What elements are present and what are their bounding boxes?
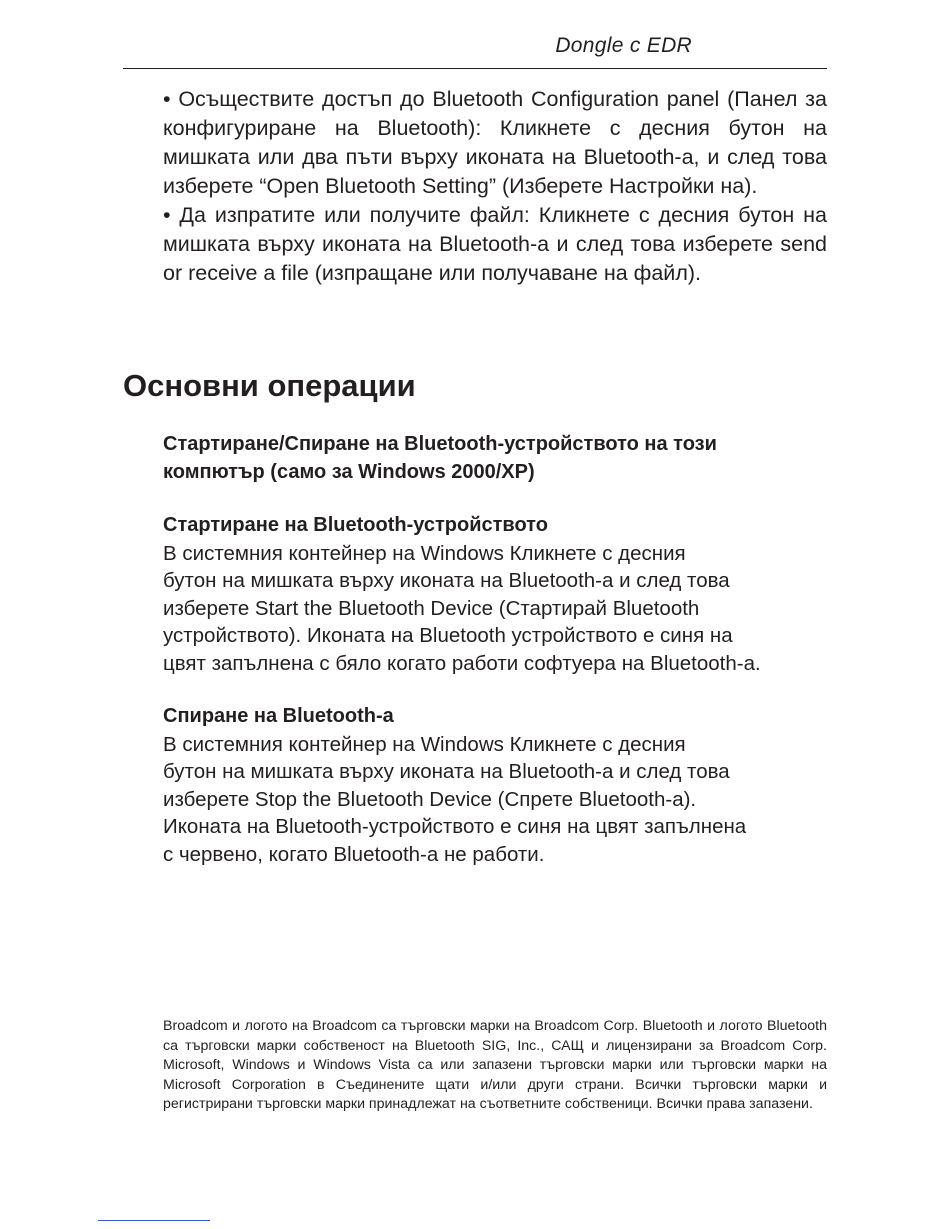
- page-header-title: Dongle с EDR: [555, 34, 692, 57]
- intro-bullet-list: [163, 85, 827, 288]
- paragraph-line: В системния контейнер на Windows Кликнете с десния: [163, 541, 686, 565]
- paragraph-line: бутон на мишката върху иконата на Bluetooth-а и след това: [163, 569, 730, 592]
- header-divider: [123, 68, 827, 69]
- start-device-paragraph: [163, 540, 843, 678]
- section-subtitle: [163, 431, 843, 486]
- paragraph-line: изберете Stop the Bluetooth Device (Спрете Bluetooth-а).: [163, 787, 697, 811]
- paragraph-line: цвят запълнена с бяло когато работи софтуера на Bluetooth-а.: [163, 651, 761, 675]
- subtitle-line: компютър (само за Windows 2000/XP): [163, 460, 535, 483]
- paragraph-line: Иконата на Bluetooth-устройството е синя на цвят запълнена: [163, 815, 747, 838]
- section-content: [163, 431, 843, 868]
- subtitle-line: Стартиране/Спиране на Bluetooth-устройството на този: [163, 433, 717, 455]
- stop-device-paragraph: [163, 731, 843, 869]
- spacer: [163, 486, 843, 512]
- trademark-footnote: Broadcom и логото на Broadcom са търговски марки на Broadcom Corp. Bluetooth и логото Bluetooth са търговски марки собственост на Bluetooth SIG, Inc., САЩ и лицензирани за Broadcom Corp. Microsoft, Windows и Windows Vista са или запазени търговски марки или търговски марки на Microsoft Corporation в Съединените щати и/или други страни. Всички търговски марки и регистрирани търговски марки принадлежат на съответните собственици. Всички права запазени.: [163, 1018, 827, 1113]
- start-device-heading: Стартиране на Bluetooth-устройството: [163, 514, 548, 536]
- spacer: [163, 677, 843, 703]
- paragraph-line: В системния контейнер на Windows Кликнете с десния: [163, 732, 686, 756]
- paragraph-line: бутон на мишката върху иконата на Bluetooth-а и след това: [163, 760, 730, 783]
- paragraph-line: с червено, когато Bluetooth-а не работи.: [163, 842, 545, 866]
- section-title: Основни операции: [123, 368, 416, 403]
- bottom-edge-line: [98, 1220, 210, 1221]
- bullet-send-receive-file: • Да изпратите или получите файл: Кликнете с десния бутон на мишката върху иконата на Bluetooth-а и след това изберете send or receive a file (изпращане или получаване на файл).: [163, 203, 827, 285]
- paragraph-line: изберете Start the Bluetooth Device (Стартирай Bluetooth: [163, 596, 700, 620]
- paragraph-line: устройството). Иконата на Bluetooth устройството е синя на: [163, 624, 733, 647]
- bullet-configuration-panel: • Осъществите достъп до Bluetooth Configuration panel (Панел за конфигуриране на Bluetooth): Кликнете с десния бутон на мишката или два пъти върху иконата на Bluetooth-а, и след това изберете “Open Bluetooth Setting” (Изберете Настройки на).: [163, 87, 827, 198]
- stop-device-heading: Спиране на Bluetooth-а: [163, 705, 394, 727]
